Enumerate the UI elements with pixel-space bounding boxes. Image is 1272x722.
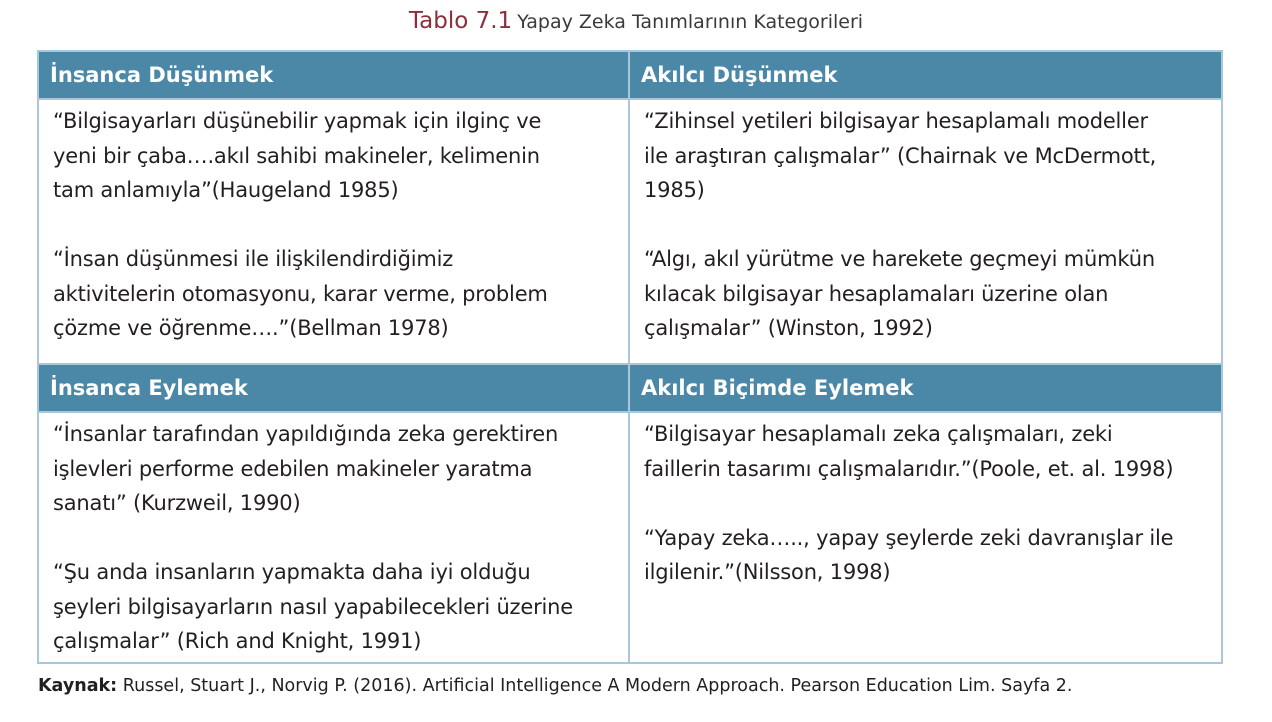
source-citation: [38, 676, 1072, 696]
quote-rich-knight: “Şu anda insanların yapmakta daha iyi olduğu şeyleri bilgisayarların nasıl yapabilecekleri üzerine çalışmalar” (Rich and Knight, 1991): [53, 560, 573, 653]
header-acting-humanly: İnsanca Eylemek: [39, 365, 630, 413]
source-text: Russel, Stuart J., Norvig P. (2016). Artificial Intelligence A Modern Approach. Pearson Education Lim. Sayfa 2.: [122, 676, 1073, 696]
header-thinking-rationally: Akılcı Düşünmek: [630, 52, 1221, 100]
quote-winston: “Algı, akıl yürütme ve harekete geçmeyi mümkün kılacak bilgisayar hesaplamaları üzerine olan çalışmalar” (Winston, 1992): [644, 247, 1155, 340]
table-title: Yapay Zeka Tanımlarının Kategorileri: [517, 11, 864, 33]
header-acting-rationally: Akılcı Biçimde Eylemek: [630, 365, 1221, 413]
header-thinking-humanly: İnsanca Düşünmek: [39, 52, 630, 100]
table-number: Tablo 7.1: [408, 8, 513, 34]
quote-nilsson: “Yapay zeka….., yapay şeylerde zeki davranışlar ile ilgilenir.”(Nilsson, 1998): [644, 525, 1174, 584]
cell-thinking-humanly: [39, 100, 630, 365]
cell-acting-rationally: [630, 413, 1221, 662]
source-label: Kaynak:: [38, 676, 118, 696]
quote-bellman: “İnsan düşünmesi ile ilişkilendirdiğimiz aktivitelerin otomasyonu, karar verme, problem çözme ve öğrenme….”(Bellman 1978): [53, 247, 548, 340]
quote-kurzweil: “İnsanlar tarafından yapıldığında zeka gerektiren işlevleri performe edebilen makineler yaratma sanatı” (Kurzweil, 1990): [53, 422, 559, 515]
quote-charniak-mcdermott: “Zihinsel yetileri bilgisayar hesaplamalı modeller ile araştıran çalışmalar” (Chairnak ve McDermott, 1985): [644, 109, 1157, 202]
definitions-table: [37, 50, 1223, 664]
table-caption: [0, 8, 1272, 34]
cell-acting-humanly: [39, 413, 630, 662]
quote-poole: “Bilgisayar hesaplamalı zeka çalışmaları, zeki faillerin tasarımı çalışmalarıdır.”(Poole, et. al. 1998): [644, 422, 1174, 481]
quote-haugeland: “Bilgisayarları düşünebilir yapmak için ilginç ve yeni bir çaba….akıl sahibi makineler, kelimenin tam anlamıyla”(Haugeland 1985): [53, 109, 542, 202]
cell-thinking-rationally: [630, 100, 1221, 365]
